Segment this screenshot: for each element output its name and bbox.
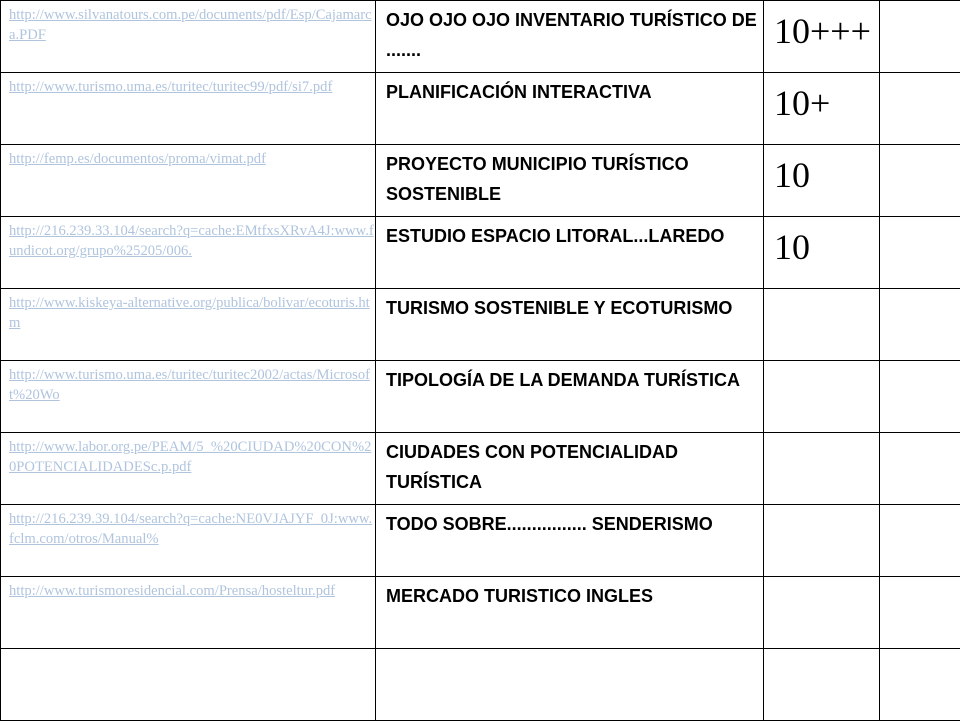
document-title: OJO OJO OJO INVENTARIO TURÍSTICO DE ....... (386, 5, 757, 65)
document-title: CIUDADES CON POTENCIALIDAD TURÍSTICA (386, 437, 757, 497)
title-cell (376, 649, 764, 721)
title-cell (376, 1, 764, 73)
url-cell (1, 145, 376, 217)
score-cell (764, 577, 880, 649)
score-cell (764, 145, 880, 217)
empty-cell (880, 577, 960, 649)
table-row (1, 73, 960, 145)
url-cell (1, 1, 376, 73)
url-link[interactable]: http://www.labor.org.pe/PEAM/5_%20CIUDAD%20CON%20POTENCIALIDADESc.p.pdf (9, 437, 375, 477)
document-title: TIPOLOGÍA DE LA DEMANDA TURÍSTICA (386, 365, 757, 395)
url-link[interactable]: http://femp.es/documentos/proma/vimat.pdf (9, 149, 375, 169)
document-title: PROYECTO MUNICIPIO TURÍSTICO SOSTENIBLE (386, 149, 757, 209)
score-value: 10+++ (774, 7, 879, 55)
score-cell (764, 289, 880, 361)
title-cell (376, 217, 764, 289)
url-link[interactable]: http://www.turismo.uma.es/turitec/turitec2002/actas/Microsoft%20Wo (9, 365, 375, 405)
empty-cell (880, 289, 960, 361)
title-cell (376, 145, 764, 217)
url-cell (1, 433, 376, 505)
table-row (1, 289, 960, 361)
empty-cell (880, 433, 960, 505)
url-cell (1, 361, 376, 433)
score-cell (764, 649, 880, 721)
table-row (1, 649, 960, 721)
table-row (1, 433, 960, 505)
empty-cell (880, 649, 960, 721)
url-link[interactable]: http://www.kiskeya-alternative.org/publica/bolivar/ecoturis.htm (9, 293, 375, 333)
table-row (1, 145, 960, 217)
url-link[interactable]: http://www.turismo.uma.es/turitec/turitec99/pdf/si7.pdf (9, 77, 375, 97)
table-row (1, 1, 960, 73)
score-cell (764, 361, 880, 433)
table-row (1, 217, 960, 289)
empty-cell (880, 217, 960, 289)
score-cell (764, 1, 880, 73)
title-cell (376, 289, 764, 361)
url-cell (1, 73, 376, 145)
url-cell (1, 577, 376, 649)
url-cell (1, 505, 376, 577)
url-link[interactable]: http://www.turismoresidencial.com/Prensa/hosteltur.pdf (9, 581, 375, 601)
table-row (1, 505, 960, 577)
empty-cell (880, 505, 960, 577)
empty-cell (880, 1, 960, 73)
title-cell (376, 433, 764, 505)
title-cell (376, 577, 764, 649)
url-link[interactable]: http://216.239.33.104/search?q=cache:EMtfxsXRvA4J:www.fundicot.org/grupo%25205/006. (9, 221, 375, 261)
score-cell (764, 505, 880, 577)
document-title: TURISMO SOSTENIBLE Y ECOTURISMO (386, 293, 757, 323)
empty-cell (880, 145, 960, 217)
score-cell (764, 217, 880, 289)
title-cell (376, 73, 764, 145)
score-value: 10 (774, 223, 879, 271)
document-title: TODO SOBRE................ SENDERISMO (386, 509, 757, 539)
url-cell (1, 289, 376, 361)
score-cell (764, 433, 880, 505)
score-value: 10+ (774, 79, 879, 127)
url-link[interactable]: http://216.239.39.104/search?q=cache:NE0VJAJYF_0J:www.fclm.com/otros/Manual% (9, 509, 375, 549)
score-value: 10 (774, 151, 879, 199)
document-title: ESTUDIO ESPACIO LITORAL...LAREDO (386, 221, 757, 251)
empty-cell (880, 73, 960, 145)
score-cell (764, 73, 880, 145)
empty-cell (880, 361, 960, 433)
table-row (1, 361, 960, 433)
url-link[interactable]: http://www.silvanatours.com.pe/documents/pdf/Esp/Cajamarca.PDF (9, 5, 375, 45)
table-row (1, 577, 960, 649)
url-cell (1, 649, 376, 721)
title-cell (376, 361, 764, 433)
document-title: MERCADO TURISTICO INGLES (386, 581, 757, 611)
url-cell (1, 217, 376, 289)
document-title: PLANIFICACIÓN INTERACTIVA (386, 77, 757, 107)
title-cell (376, 505, 764, 577)
